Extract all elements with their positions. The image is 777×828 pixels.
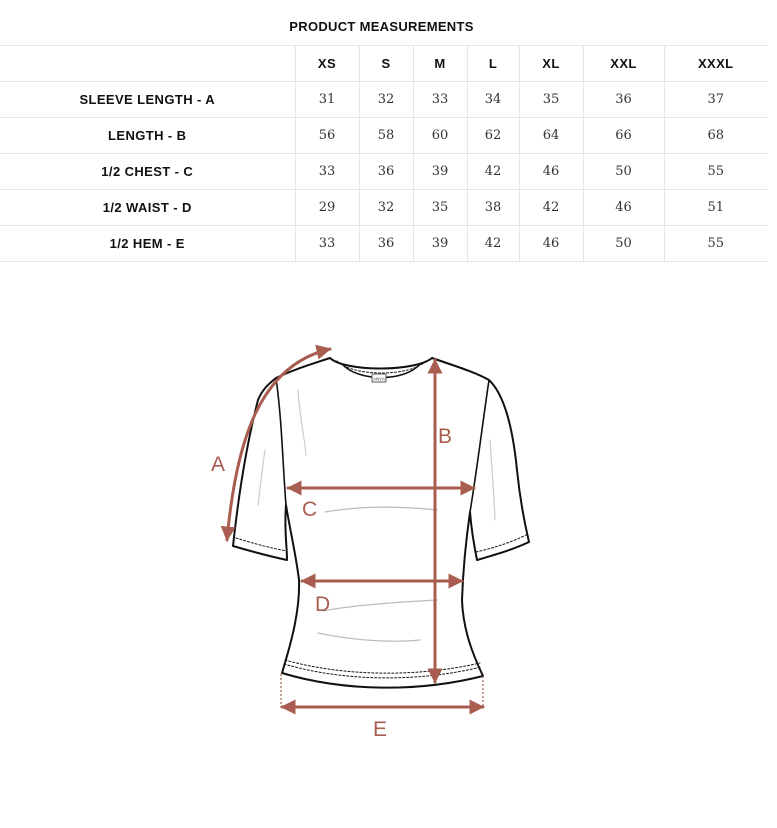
table-cell: 60	[413, 118, 467, 154]
label-b: B	[438, 425, 453, 448]
size-header: S	[359, 46, 413, 82]
table-cell: 68	[664, 118, 767, 154]
row-label: 1/2 HEM - E	[0, 226, 295, 262]
table-cell: 33	[295, 226, 359, 262]
row-label: SLEEVE LENGTH - A	[0, 82, 295, 118]
label-a: A	[211, 453, 226, 476]
table-cell: 46	[519, 226, 583, 262]
size-header: M	[413, 46, 467, 82]
table-cell: 39	[413, 154, 467, 190]
table-cell: 55	[664, 226, 767, 262]
table-cell: 66	[583, 118, 664, 154]
table-cell: 38	[467, 190, 519, 226]
table-cell: 42	[519, 190, 583, 226]
table-cell: 32	[359, 82, 413, 118]
table-cell: 35	[413, 190, 467, 226]
table-cell: 56	[295, 118, 359, 154]
table-cell: 62	[467, 118, 519, 154]
table-cell: 36	[359, 154, 413, 190]
size-header: XXL	[583, 46, 664, 82]
table-cell: 33	[295, 154, 359, 190]
table-cell: 64	[519, 118, 583, 154]
table-cell: 46	[583, 190, 664, 226]
table-cell: 37	[664, 82, 767, 118]
row-label: 1/2 WAIST - D	[0, 190, 295, 226]
table-cell: 50	[583, 226, 664, 262]
table-cell: 50	[583, 154, 664, 190]
size-header: XXXL	[664, 46, 767, 82]
size-header: XL	[519, 46, 583, 82]
size-header: XS	[295, 46, 359, 82]
row-label: 1/2 CHEST - C	[0, 154, 295, 190]
size-header: L	[467, 46, 519, 82]
label-e: E	[373, 718, 388, 741]
table-cell: 33	[413, 82, 467, 118]
table-cell: 42	[467, 154, 519, 190]
label-c: C	[302, 498, 318, 521]
tshirt-illustration	[233, 358, 529, 688]
table-cell: 51	[664, 190, 767, 226]
table-cell: 36	[359, 226, 413, 262]
table-cell: 42	[467, 226, 519, 262]
table-cell: 58	[359, 118, 413, 154]
table-cell: 55	[664, 154, 767, 190]
table-cell: 34	[467, 82, 519, 118]
table-cell: 29	[295, 190, 359, 226]
table-cell: 32	[359, 190, 413, 226]
table-cell: 39	[413, 226, 467, 262]
table-cell: 46	[519, 154, 583, 190]
neck-tag-text: ANYA	[373, 376, 385, 382]
table-cell: 36	[583, 82, 664, 118]
row-label: LENGTH - B	[0, 118, 295, 154]
table-cell: 31	[295, 82, 359, 118]
page-title: PRODUCT MEASUREMENTS	[289, 19, 474, 34]
table-cell: 35	[519, 82, 583, 118]
label-d: D	[315, 593, 331, 616]
